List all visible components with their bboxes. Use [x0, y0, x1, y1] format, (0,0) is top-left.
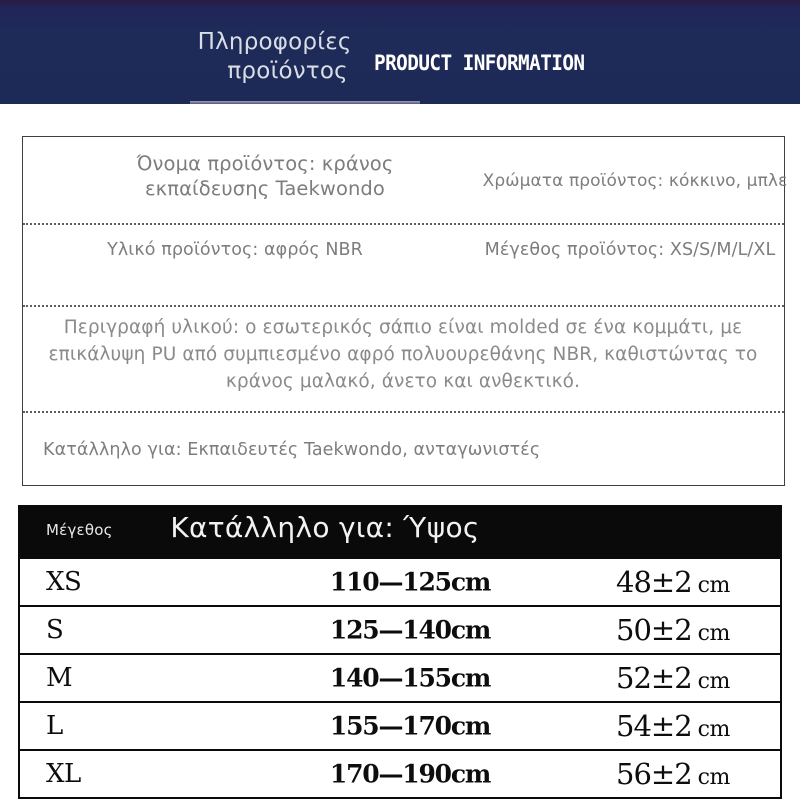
cell-circumference — [616, 757, 786, 791]
cell-circumference-unit: cm — [697, 621, 730, 646]
column-header-size: Μέγεθος — [46, 521, 113, 539]
info-row-name-colors — [23, 137, 788, 223]
column-header-height: Κατάλληλο για: Ύψος — [170, 511, 480, 544]
banner-title-english: PRODUCT INFORMATION — [373, 51, 585, 75]
table-row — [20, 607, 780, 655]
banner-title-group — [0, 0, 800, 104]
cell-circumference-value: 54±2 — [616, 709, 692, 743]
cell-circumference — [616, 565, 786, 599]
info-row-description — [23, 305, 784, 411]
info-row-suitable-for — [23, 411, 784, 484]
product-material-value: Υλικό προϊόντος: αφρός NBR — [107, 240, 363, 260]
cell-size: S — [46, 615, 64, 645]
table-row — [20, 655, 780, 703]
cell-size: XS — [46, 567, 82, 597]
product-name-value: Όνομα προϊόντος: κράνος εκπαίδευσης Taekwondo — [136, 152, 394, 201]
cell-height-range: 110—125cm — [329, 567, 491, 597]
cell-circumference-unit: cm — [697, 717, 730, 742]
product-size-value: Μέγεθος προϊόντος: XS/S/M/L/XL — [484, 240, 776, 260]
cell-circumference — [616, 613, 786, 647]
banner-title-greek-line1: Πληροφορίες — [197, 29, 352, 56]
table-row — [20, 559, 780, 607]
cell-circumference-value: 56±2 — [616, 757, 692, 791]
banner-title-greek-line2: προϊόντος — [227, 58, 348, 84]
cell-circumference-value: 50±2 — [616, 613, 692, 647]
material-description-value: Περιγραφή υλικού: ο εσωτερικός σάπιο είναι molded σε ένα κομμάτι, με επικάλυψη PU από συμπιεσμένο αφρό πολυουρεθάνης NBR, καθιστώντας το κράνος μαλακό, άνετο και ανθεκτικό. — [48, 317, 758, 392]
cell-circumference-unit: cm — [697, 765, 730, 790]
info-row-material-size — [23, 223, 784, 305]
cell-circumference — [616, 709, 786, 743]
cell-height-range: 125—140cm — [329, 615, 491, 645]
table-row — [20, 751, 780, 799]
suitable-for-value: Κατάλληλο για: Εκπαιδευτές Taekwondo, ανταγωνιστές — [43, 440, 541, 460]
table-row — [20, 703, 780, 751]
cell-circumference-unit: cm — [697, 669, 730, 694]
cell-size: M — [46, 663, 73, 693]
product-colors-value: Χρώματα προϊόντος: κόκκινο, μπλε — [482, 171, 788, 191]
cell-height-range: 140—155cm — [329, 663, 491, 693]
cell-circumference-unit: cm — [697, 573, 730, 598]
cell-height-range: 170—190cm — [329, 759, 491, 789]
cell-height-range: 155—170cm — [329, 711, 491, 741]
cell-circumference-value: 48±2 — [616, 565, 692, 599]
cell-size: L — [46, 711, 63, 741]
cell-size: XL — [46, 759, 81, 789]
banner-title-greek — [198, 18, 352, 86]
product-info-box — [22, 136, 788, 486]
size-chart-header-row — [20, 507, 780, 559]
cell-circumference — [616, 661, 786, 695]
size-chart-table — [18, 505, 782, 799]
product-information-banner — [0, 0, 800, 104]
cell-circumference-value: 52±2 — [616, 661, 692, 695]
